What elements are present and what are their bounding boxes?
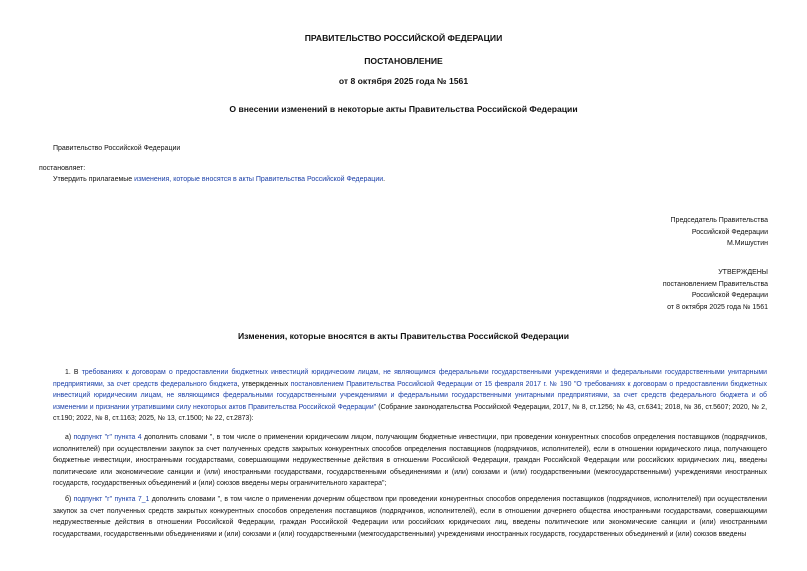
preamble-decides: постановляет:	[39, 165, 86, 172]
subitem-g-point-4-link[interactable]: подпункт "г" пункта 4	[73, 434, 142, 441]
item-b-text: б)	[65, 496, 74, 503]
document-date-number: от 8 октября 2025 года № 1561	[338, 76, 469, 86]
item-1-text-3: (Собрание законодательства Российской Федерации, 2017, № 8, ст.1256; № 43, ст.6341; 2018, № 36, ст.5607; 2020, № 2, ст.190; 2022, № 8, ст.1163; 2025, № 13, ст.1500; № 22, ст.2873):	[53, 403, 767, 423]
approve-text: Утвердить прилагаемые	[53, 176, 135, 183]
approval-line-4: от 8 октября 2025 года № 1561	[667, 303, 768, 311]
item-a-text-2: дополнить словами ", в том числе о применении юридическим лицом, получающим бюджетные инвестиции, при проведении конкурентных способов определения поставщиков (подрядчиков, исполнителей) при осуществлении закупок за счет полученных средств закрытых конкурентных способов определения поставщиков (подрядчиков, исполнителей), если в отношении юридического лица, получающего бюджетные инвестиции, иностранными государствами, совершающими недружественные действия в отношении Российской Федерации, граждан Российской Федерации или российских юридических лиц, введены политические или экономические санкции и (или) иностранными государствами, государственными объединениями и (или) союзами и (или) государственными (межгосударственными) учреждениями иностранных государств, государственных объединений и (или) союзов введены меры ограничительного характера";	[53, 434, 768, 488]
item-1-text-2: , утвержденных	[237, 380, 291, 388]
subitem-g-point-7-1-link[interactable]: подпункт "г" пункта 7_1	[73, 496, 150, 503]
item-1-text: 1. В	[65, 369, 82, 376]
approve-paragraph	[53, 174, 385, 186]
approved-changes-link[interactable]: изменения, которые вносятся в акты Правительства Российской Федерации	[134, 176, 384, 183]
requirements-link[interactable]: требованиях к договорам о предоставлении бюджетных инвестиций юридическим лицам, не являющимся федеральными государственными учреждениями и федеральными государственными унитарными предприятиями, за счет средств федерального бюджета	[53, 369, 768, 388]
government-heading: ПРАВИТЕЛЬСТВО РОССИЙСКОЙ ФЕДЕРАЦИИ	[304, 33, 503, 43]
document-title: О внесении изменений в некоторые акты Правительства Российской Федерации	[229, 104, 578, 114]
item-a-paragraph	[53, 432, 767, 490]
signature-line-1: Председатель Правительства	[670, 217, 768, 224]
preamble-subject: Правительство Российской Федерации	[53, 145, 181, 152]
signature-block	[500, 215, 768, 250]
signature-line-2: Российской Федерации	[691, 228, 768, 236]
annex-title: Изменения, которые вносятся в акты Правительства Российской Федерации	[237, 331, 569, 341]
item-b-paragraph	[53, 494, 767, 540]
approve-text-end: .	[383, 176, 386, 183]
item-b-text-2: дополнить словами ", в том числе о применении дочерним обществом при проведении конкурентных способов определения поставщиков (подрядчиков, исполнителей) при осуществлении закупок за счет полученных средств закрытых конкурентных способов определения поставщиков (подрядчиков, исполнителей), если в отношении дочернего общества иностранными государствами, совершающими недружественные действия в отношении Российской Федерации, граждан Российской Федерации или российских юридических лиц, введены политические или экономические санкции и (или) иностранными государствами, государственными объединениями и (или) союзами и (или) государственными (межгосударственными) учреждениями иностранных государств, государственных объединений и (или) союзов введены	[53, 496, 767, 538]
item-a-text: а)	[65, 434, 74, 441]
document-type: ПОСТАНОВЛЕНИЕ	[364, 56, 443, 66]
approval-block	[500, 267, 768, 313]
resolution-190-link[interactable]: постановлением Правительства Российской Федерации от 15 февраля 2017 г. № 190 "О требованиях к договорам о предоставлении бюджетных инвестиций юридическим лицам, не являющимся федеральными государственными учреждениями и федеральными государственными унитарными предприятиями, за счет средств федерального бюджета и об изменении и признании утратившими силу некоторых актов Правительства Российской Федерации"	[53, 380, 767, 411]
item-1-paragraph	[53, 367, 767, 425]
approval-line-3: Российской Федерации	[691, 292, 768, 300]
approval-line-1: УТВЕРЖДЕНЫ	[718, 269, 768, 276]
signature-name: М.Мишустин	[726, 240, 768, 248]
approval-line-2: постановлением Правительства	[662, 280, 768, 288]
